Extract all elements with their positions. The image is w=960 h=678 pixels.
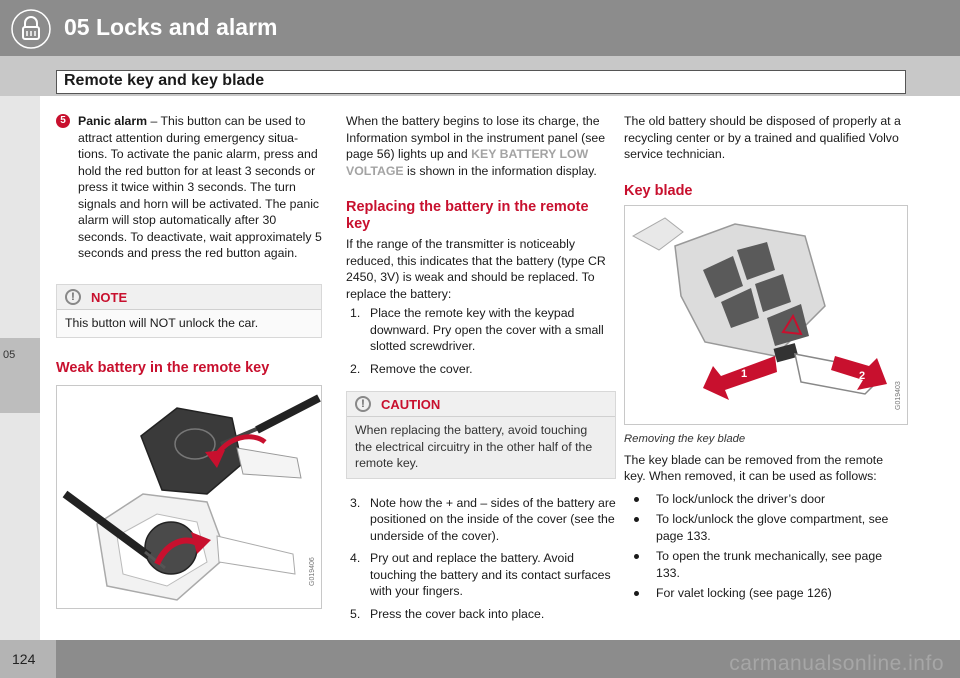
bullet xyxy=(634,517,639,522)
caution-header xyxy=(347,392,615,416)
key-blade-uses xyxy=(624,491,908,602)
column-middle xyxy=(346,113,616,628)
arrow-label-2: 2 xyxy=(859,370,866,382)
column-right xyxy=(624,113,908,606)
step-number: 1. xyxy=(350,306,361,320)
list-item-text: To lock/unlock the driver’s door xyxy=(656,491,826,506)
step-item xyxy=(346,606,616,623)
key-blade-heading: Key blade xyxy=(624,182,693,199)
column-left xyxy=(56,113,322,609)
list-item-text: To open the trunk mechanically, see page 133. xyxy=(656,549,883,580)
list-item xyxy=(624,491,908,508)
dispose-text: The old battery should be disposed of properly at a recycling center or by a trained and qualified Volvo service technician. xyxy=(624,114,901,161)
list-item xyxy=(624,548,908,581)
key-battery-message: KEY BATTERY LOW VOLTAGE xyxy=(346,147,589,178)
remote-key-opened-illustration xyxy=(57,386,321,608)
warning-icon: ! xyxy=(355,396,371,412)
watermark: carmanualsonline.info xyxy=(729,652,944,675)
illustration-caption: Removing the key blade xyxy=(624,433,746,445)
note-body: This button will NOT unlock the car. xyxy=(57,309,321,338)
section-title: Remote key and key blade xyxy=(64,72,265,89)
replace-battery-intro: If the range of the transmitter is noticeably reduced, this indicates that the battery (type CR 2450, 3V) is weak and should be replaced. To replace the battery: xyxy=(346,237,606,301)
step-text: Pry out and replace the battery. Avoid touching the battery and its contact surfaces with your fingers. xyxy=(370,551,611,598)
panic-alarm-item xyxy=(56,113,322,262)
key-blade-illustration xyxy=(624,205,908,425)
caution-box xyxy=(346,391,616,479)
step-text: Remove the cover. xyxy=(370,361,473,376)
page-number: 124 xyxy=(12,651,36,667)
step-item xyxy=(346,361,616,378)
step-item xyxy=(346,550,616,600)
chapter-title: 05 Locks and alarm xyxy=(64,14,278,40)
lock-icon xyxy=(11,9,51,49)
list-item xyxy=(624,585,908,602)
bullet xyxy=(634,497,639,502)
step-number: 2. xyxy=(350,361,361,376)
arrow-label-1: 1 xyxy=(741,368,748,380)
list-item xyxy=(624,511,908,544)
step-number: 5. xyxy=(350,606,361,621)
steps-list-b xyxy=(346,495,616,623)
note-box xyxy=(56,284,322,339)
list-item-text: To lock/unlock the glove compartment, see page 133. xyxy=(656,512,889,543)
panic-alarm-label: Panic alarm xyxy=(78,114,148,128)
step-text: Note how the + and – sides of the battery are positioned on the inside of the cover (see the underside of the cover). xyxy=(370,495,616,543)
list-item-text: For valet locking (see page 126) xyxy=(656,586,832,600)
note-header xyxy=(57,285,321,309)
step-number: 3. xyxy=(350,495,361,510)
battery-intro-a: When the battery begins to lose its charge, the Information symbol in the instrument panel (see page 56) lights up and xyxy=(346,114,606,161)
bullet xyxy=(634,554,639,559)
bullet xyxy=(634,591,639,596)
weak-battery-heading: Weak battery in the remote key xyxy=(56,360,270,376)
info-icon: ! xyxy=(65,289,81,305)
item-marker: 5 xyxy=(56,114,70,128)
caution-body: When replacing the battery, avoid touching the electrical circuitry in the other half of the remote key. xyxy=(347,416,615,478)
illustration-id: G019403 xyxy=(895,381,902,410)
steps-list-a xyxy=(346,305,616,377)
replace-battery-heading: Replacing the battery in the remote key xyxy=(346,199,589,232)
step-item xyxy=(346,305,616,355)
step-text: Place the remote key with the keypad downward. Pry open the cover with a small slotted screwdriver. xyxy=(370,306,604,353)
step-item xyxy=(346,495,616,545)
battery-illustration xyxy=(56,385,322,609)
remote-key-blade-illustration xyxy=(625,206,907,424)
key-blade-intro: The key blade can be removed from the remote key. When removed, it can be used as follows: xyxy=(624,452,884,483)
panic-alarm-text: – This button can be used to attract attention during emergency situations. To activate the panic alarm, press and hold the red button for at least 3 seconds or press it twice within 3 seconds. The turn signals and horn will be activated. The panic alarm will stop automatically after 30 seconds. To deactivate, wait approximately 5 seconds and press the red button again. xyxy=(78,114,322,260)
side-tab-number: 05 xyxy=(3,349,16,361)
step-text: Press the cover back into place. xyxy=(370,606,545,621)
step-number: 4. xyxy=(350,551,361,565)
illustration-id: G019406 xyxy=(309,556,316,586)
battery-intro-b: is shown in the information display. xyxy=(403,163,597,178)
caution-label: CAUTION xyxy=(381,397,441,412)
battery-intro xyxy=(346,113,616,179)
note-label: NOTE xyxy=(91,289,128,305)
